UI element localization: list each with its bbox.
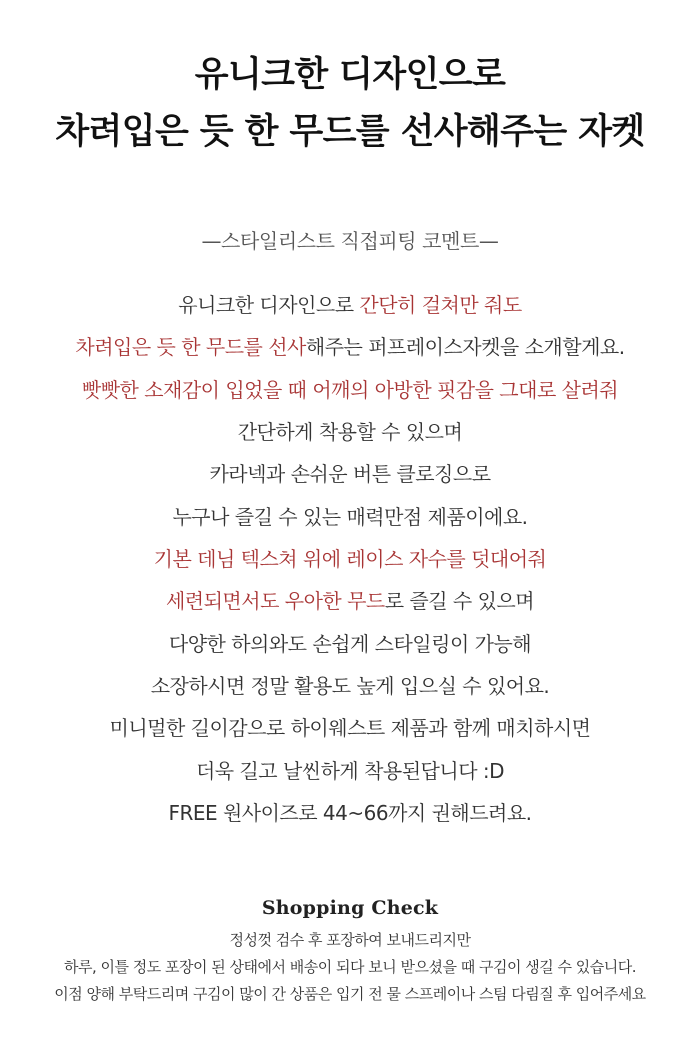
comment-line xyxy=(0,623,700,665)
comment-highlight: 차려입은 듯 한 무드를 선사 xyxy=(75,335,306,360)
stylist-comment-heading: —스타일리스트 직접피팅 코멘트— xyxy=(201,229,499,253)
comment-segment: 해주는 퍼프레이스자켓을 소개할게요. xyxy=(305,335,625,360)
comment-segment: FREE 원사이즈로 44~66까지 권해드려요. xyxy=(168,800,532,825)
comment-segment: 더욱 길고 날씬하게 착용된답니다 :D xyxy=(195,758,505,783)
shopping-check-line: 하루, 이틀 정도 포장이 된 상태에서 배송이 되다 보니 받으셨을 때 구김이 생길 수 있습니다. xyxy=(64,958,636,977)
comment-line xyxy=(0,750,700,792)
comment-line xyxy=(0,538,700,580)
shopping-check-line: 정성껏 검수 후 포장하여 보내드리지만 xyxy=(229,931,471,950)
comment-line xyxy=(0,326,700,368)
comment-highlight: 간단히 걸쳐만 줘도 xyxy=(359,293,522,317)
comment-highlight: 기본 데님 텍스쳐 위에 레이스 자수를 덧대어줘 xyxy=(153,546,547,571)
comment-segment: 유니크한 디자인으로 xyxy=(178,293,360,317)
comment-line xyxy=(0,453,700,495)
shopping-check-notes xyxy=(0,927,700,1008)
comment-segment: 다양한 하의와도 손쉽게 스타일링이 가능해 xyxy=(168,631,532,656)
stylist-comment-list xyxy=(0,284,700,834)
comment-highlight: 세련되면서도 우아한 무드 xyxy=(165,589,385,614)
comment-line xyxy=(0,580,700,622)
shopping-check-line: 이점 양해 부탁드리며 구김이 많이 간 상품은 입기 전 물 스프레이나 스팀 다림질 후 입어주세요 xyxy=(54,985,646,1004)
comment-segment: 간단하게 착용할 수 있으며 xyxy=(237,419,463,444)
comment-line xyxy=(0,665,700,707)
comment-line xyxy=(0,369,700,411)
comment-line xyxy=(0,707,700,749)
shopping-check-heading: Shopping Check xyxy=(261,897,439,920)
comment-segment: 카라넥과 손쉬운 버튼 클로징으로 xyxy=(209,462,491,487)
comment-line xyxy=(0,792,700,834)
title-line: 차려입은 듯 한 무드를 선사해주는 자켓 xyxy=(55,112,645,152)
title-line: 유니크한 디자인으로 xyxy=(194,55,506,95)
comment-segment: 미니멀한 길이감으로 하이웨스트 제품과 함께 매치하시면 xyxy=(109,716,591,741)
comment-line xyxy=(0,284,700,326)
comment-segment: 소장하시면 정말 활용도 높게 입으실 수 있어요. xyxy=(150,673,550,698)
comment-line xyxy=(0,496,700,538)
comment-segment: 누구나 즐길 수 있는 매력만점 제품이에요. xyxy=(172,504,528,529)
product-title xyxy=(0,47,700,161)
comment-segment: 로 즐길 수 있으며 xyxy=(384,589,535,614)
comment-line xyxy=(0,411,700,453)
comment-highlight: 빳빳한 소재감이 입었을 때 어깨의 아방한 핏감을 그대로 살려줘 xyxy=(81,377,619,402)
